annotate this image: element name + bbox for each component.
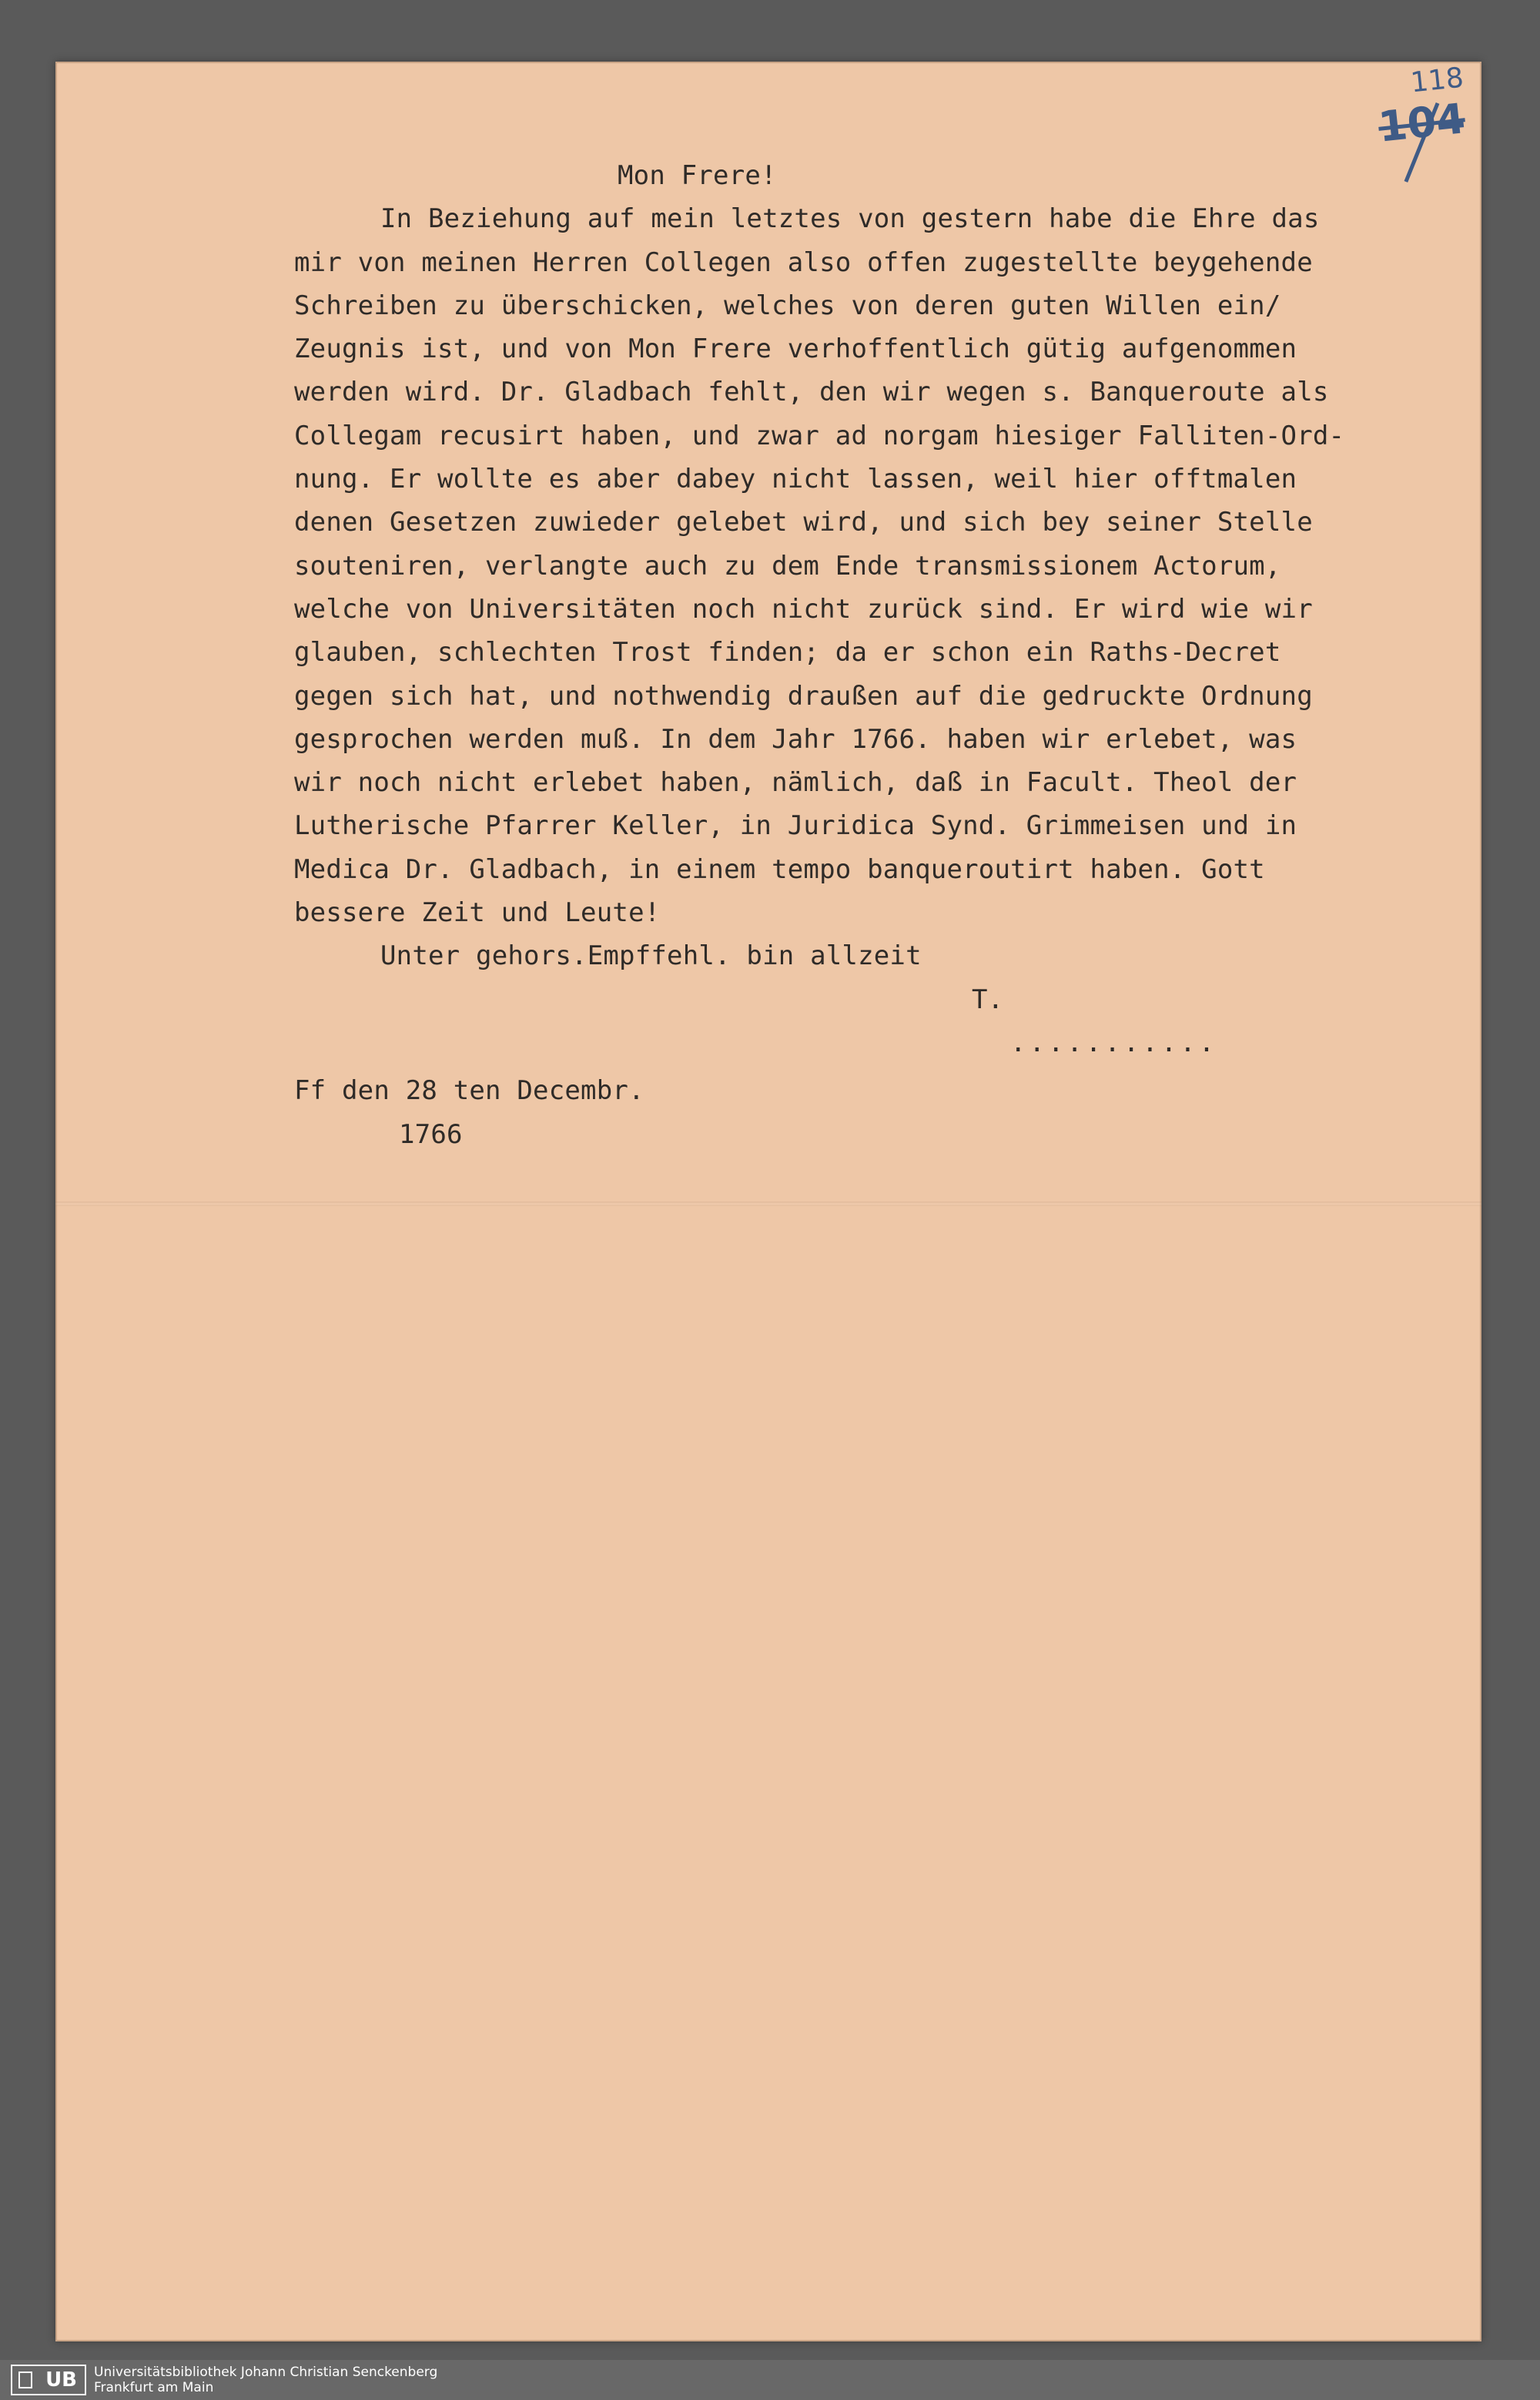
letter-line: gegen sich hat, und nothwendig draußen auf die gedruckte Ordnung [294,680,1313,712]
letter-line: mir von meinen Herren Collegen also offen zugestellte beygehende [294,246,1313,278]
letter-line: gesprochen werden muß. In dem Jahr 1766. haben wir erlebet, was [294,723,1297,755]
letter-line: In Beziehung auf mein letztes von gestern habe die Ehre das [380,203,1320,235]
letter-line: Collegam recusirt haben, und zwar ad norgam hiesiger Falliten-Ord- [294,420,1345,451]
letter-line: Medica Dr. Gladbach, in einem tempo banqueroutirt haben. Gott [294,853,1265,885]
letter-line: Lutherische Pfarrer Keller, in Juridica Synd. Grimmeisen und in [294,810,1297,842]
letter-line: Zeugnis ist, und von Mon Frere verhoffentlich gütig aufgenommen [294,334,1297,365]
folio-number-top: 118 [1409,62,1465,99]
letter-page [55,62,1481,2341]
letter-line: bessere Zeit und Leute! [294,897,661,929]
letter-line: werden wird. Dr. Gladbach fehlt, den wir wegen s. Banqueroute als [294,377,1329,408]
closing-line: Unter gehors.Empffehl. bin allzeit [380,940,922,972]
letter-line: souteniren, verlangte auch zu dem Ende transmissionem Actorum, [294,550,1281,582]
letter-body [294,154,1526,1156]
letter-line: welche von Universitäten noch nicht zurück sind. Er wird wie wir [294,593,1313,625]
ub-logo: UB [11,2365,86,2395]
footer-city: Frankfurt am Main [94,2380,214,2395]
letter-line: nung. Er wollte es aber dabey nicht lassen, weil hier offtmalen [294,464,1297,495]
letter-line: Schreiben zu überschicken, welches von deren guten Willen ein/ [294,290,1281,321]
page-fold-crease [55,1202,1481,1206]
letter-line: glauben, schlechten Trost finden; da er schon ein Raths-Decret [294,637,1281,669]
date-line: Ff den 28 ten Decembr. [294,1075,644,1107]
letter-line: denen Gesetzen zuwieder gelebet wird, und sich bey seiner Stelle [294,507,1313,538]
folio-number-main: 104 [1376,94,1468,152]
footer-institution-block [94,2365,437,2395]
letter-line: wir noch nicht erlebet haben, nämlich, daß in Facult. Theol der [294,767,1297,799]
footer-institution: Universitätsbibliothek Johann Christian Senckenberg [94,2365,438,2380]
year-line: 1766 [399,1118,463,1150]
signature-initial: T. [972,984,1004,1015]
signature-dots: ........... [1010,1027,1218,1058]
library-footer [0,2360,1540,2400]
salutation: Mon Frere! [618,160,777,191]
